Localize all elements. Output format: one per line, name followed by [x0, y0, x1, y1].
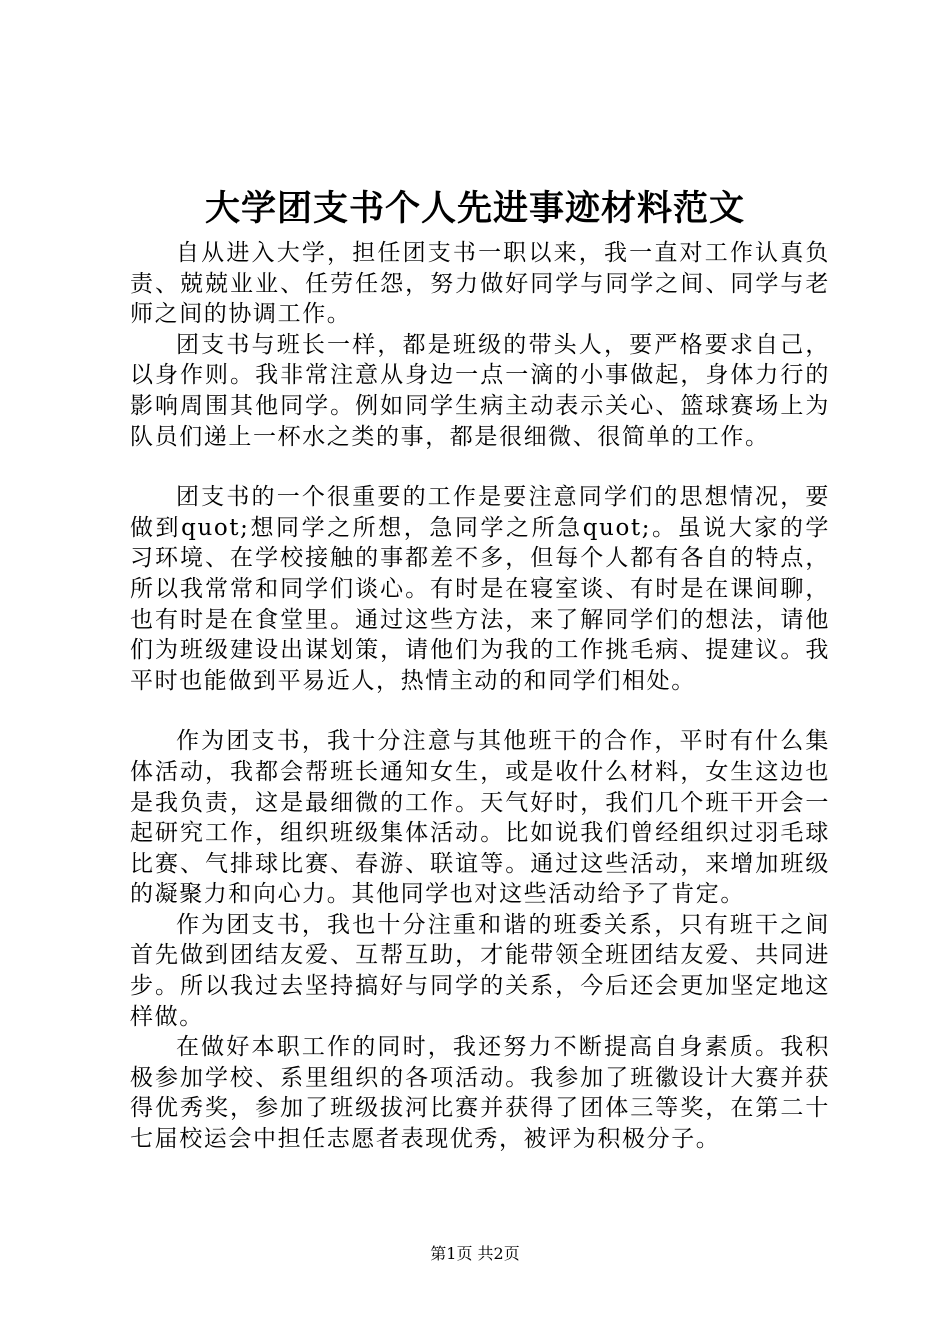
document-title: 大学团支书个人先进事迹材料范文 [204, 188, 745, 229]
paragraph-5: 作为团支书，我也十分注重和谐的班委关系，只有班干之间首先做到团结友爱、互帮互助，才能带领全班团结友爱、共同进步。所以我过去坚持搞好与同学的关系，今后还会更加坚定地这样做。 [130, 911, 830, 1030]
document-body [130, 238, 830, 1155]
paragraph-2: 团支书与班长一样，都是班级的带头人，要严格要求自己，以身作则。我非常注意从身边一点一滴的小事做起，身体力行的影响周围其他同学。例如同学生病主动表示关心、篮球赛场上为队员们递上一杯水之类的事，都是很细微、很简单的工作。 [130, 331, 830, 450]
paragraph-1: 自从进入大学，担任团支书一职以来，我一直对工作认真负责、兢兢业业、任劳任怨，努力做好同学与同学之间、同学与老师之间的协调工作。 [130, 240, 830, 328]
paragraph-4: 作为团支书，我十分注意与其他班干的合作，平时有什么集体活动，我都会帮班长通知女生，或是收什么材料，女生这边也是我负责，这是最细微的工作。天气好时，我们几个班干开会一起研究工作，组织班级集体活动。比如说我们曾经组织过羽毛球比赛、气排球比赛、春游、联谊等。通过这些活动，来增加班级的凝聚力和向心力。其他同学也对这些活动给予了肯定。 [130, 728, 830, 908]
page-footer [0, 1244, 950, 1264]
page-indicator: 第1页 共2页 [430, 1244, 520, 1263]
paragraph-3: 团支书的一个很重要的工作是要注意同学们的思想情况，要做到quot;想同学之所想，急同学之所急quot;。虽说大家的学习环境、在学校接触的事都差不多，但每个人都有各自的特点，所以我常常和同学们谈心。有时是在寝室谈、有时是在课间聊，也有时是在食堂里。通过这些方法，来了解同学们的想法，请他们为班级建设出谋划策，请他们为我的工作挑毛病、提建议。我平时也能做到平易近人，热情主动的和同学们相处。 [130, 484, 830, 694]
paragraph-6: 在做好本职工作的同时，我还努力不断提高自身素质。我积极参加学校、系里组织的各项活动。我参加了班徽设计大赛并获得优秀奖，参加了班级拔河比赛并获得了团体三等奖，在第二十七届校运会中担任志愿者表现优秀，被评为积极分子。 [130, 1034, 830, 1153]
